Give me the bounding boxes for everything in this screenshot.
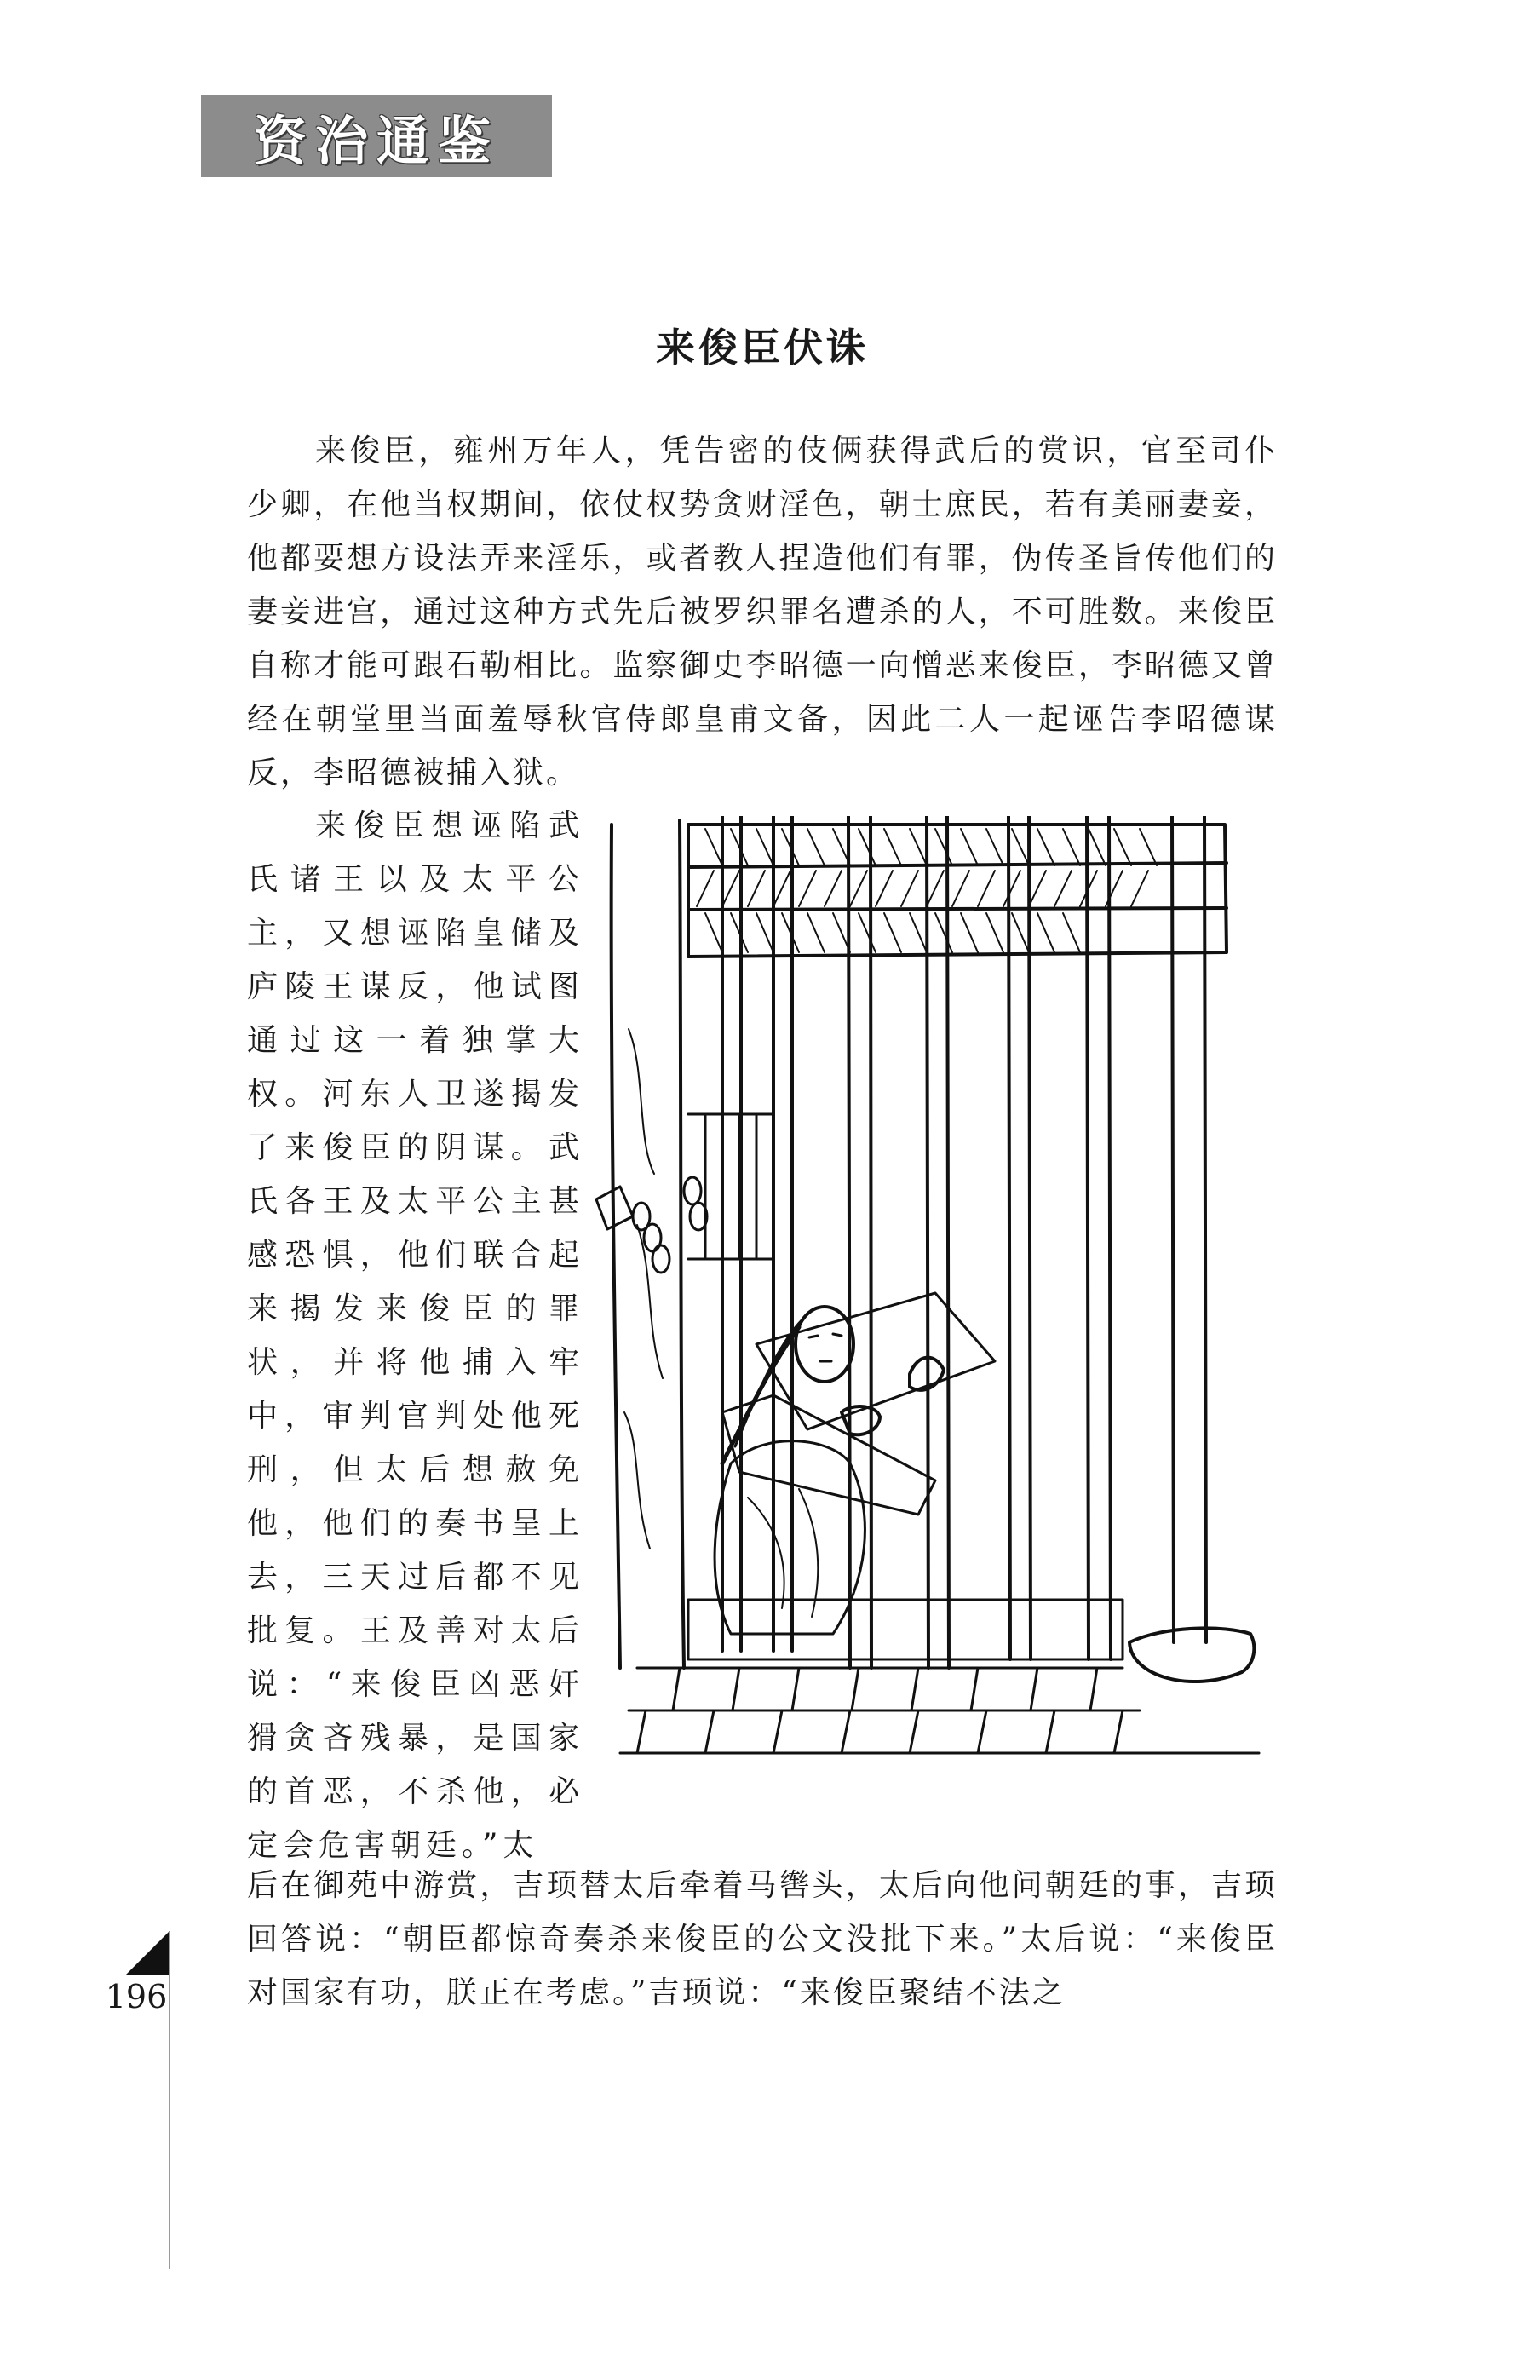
ceiling-hatching xyxy=(688,825,1227,957)
floor-tiles xyxy=(620,1668,1259,1753)
paragraph-2-bottom-text: 后在御苑中游赏，吉顼替太后牵着马辔头，太后向他问朝廷的事，吉顼回答说：“朝臣都惊奇奏杀来俊臣的公文没批下来。”太后说：“来俊臣对国家有功，朕正在考虑。”吉顼说：“来俊臣聚结不法之 xyxy=(247,1868,1278,2010)
book-title: 资治通鉴 xyxy=(253,109,499,172)
book-title-band xyxy=(201,95,552,177)
paragraph-continuation xyxy=(247,1859,1278,2020)
paragraph-side-column xyxy=(247,799,584,1872)
right-pillar xyxy=(1129,816,1254,1682)
prisoner-figure xyxy=(715,1293,995,1634)
cell-bottom-rail xyxy=(688,1600,1123,1659)
article-title: 来俊臣伏诛 xyxy=(656,325,869,371)
left-post xyxy=(612,820,684,1668)
prison-cell-illustration xyxy=(595,816,1261,1775)
paragraph-1-text: 来俊臣，雍州万年人，凭告密的伎俩获得武后的赏识，官至司仆少卿，在他当权期间，依仗权势贪财淫色，朝士庶民，若有美丽妻妾，他都要想方设法弄来淫乐，或者教人捏造他们有罪，伪传圣旨传他们的妻妾进宫，通过这种方式先后被罗织罪名遭杀的人，不可胜数。来俊臣自称才能可跟石勒相比。监察御史李昭德一向憎恶来俊臣，李昭德又曾经在朝堂里当面羞辱秋官侍郎皇甫文备，因此二人一起诬告李昭德谋反，李昭德被捕入狱。 xyxy=(247,434,1278,790)
cell-bars xyxy=(722,816,1111,1668)
page-corner-triangle xyxy=(126,1930,170,1975)
paragraph-2-left-text: 来俊臣想诬陷武氏诸王以及太平公主，又想诬陷皇储及庐陵王谋反，他试图通过这一着独掌大权。河东人卫遂揭发了来俊臣的阴谋。武氏各王及太平公主甚感恐惧，他们联合起来揭发来俊臣的罪状，并将他捕入牢中，审判官判处他死刑，但太后想赦免他，他们的奏书呈上去，三天过后都不见批复。王及善对太后说：“来俊臣凶恶奸猾贪吝残暴，是国家的首恶，不杀他，必定会危害朝廷。”太 xyxy=(247,808,584,1863)
paragraph-intro xyxy=(247,424,1278,800)
page-number: 196 xyxy=(105,1978,168,2015)
